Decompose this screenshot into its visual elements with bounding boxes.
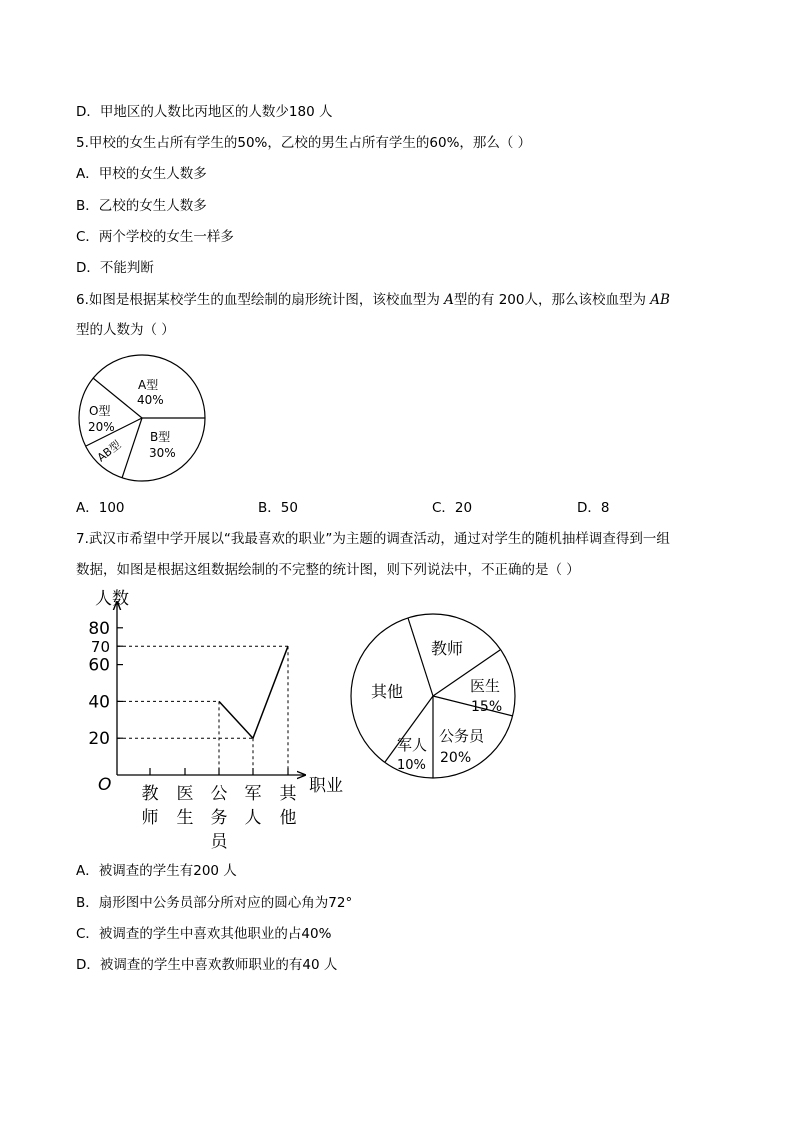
pie-label-civil-servant-pct: 20%	[440, 750, 472, 766]
line-chart-origin: O	[98, 775, 112, 795]
q4-option-d: D．甲地区的人数比丙地区的人数少180 人	[76, 104, 333, 120]
career-pie-divider-1	[408, 618, 433, 696]
x-tick-label-0: 教师	[141, 784, 159, 828]
blood-label-b-name: B型	[150, 430, 171, 444]
q7-option-a: A．被调查的学生有200 人	[76, 863, 237, 879]
pie-label-soldier-pct: 10%	[397, 758, 426, 773]
q5-stem: 5.甲校的女生占所有学生的50%，乙校的男生占所有学生的60%，那么（ ）	[76, 135, 532, 151]
blood-type-pie-chart	[70, 350, 220, 485]
q6-option-d: D．8	[577, 500, 610, 516]
line-chart-y-label: 人数	[95, 589, 129, 609]
blood-label-a-name: A型	[138, 378, 159, 392]
q6-option-a: A．100	[76, 500, 125, 516]
y-tick-label-40: 40	[88, 692, 110, 713]
q7-option-b: B．扇形图中公务员部分所对应的圆心角为72°	[76, 895, 353, 911]
y-tick-label-20: 20	[88, 729, 110, 750]
y-tick-label-70: 70	[90, 638, 110, 657]
q6-stem-b: 型的有 200人，那么该校血型为	[453, 292, 651, 308]
q7-option-d: D．被调查的学生中喜欢教师职业的有40 人	[76, 957, 338, 973]
q6-stem-line1	[76, 291, 670, 309]
pie-label-doctor: 医生	[470, 677, 501, 695]
q5-option-c: C．两个学校的女生一样多	[76, 229, 234, 245]
line-chart-x-label: 职业	[309, 776, 343, 796]
blood-label-o-name: O型	[89, 404, 111, 418]
q5-option-d: D．不能判断	[76, 260, 154, 276]
blood-label-o-pct: 20%	[88, 420, 115, 434]
y-tick-label-60: 60	[88, 655, 110, 676]
q6-option-c: C．20	[432, 500, 473, 516]
q6-option-b: B．50	[258, 500, 298, 516]
y-tick-label-80: 80	[88, 618, 110, 639]
pie-label-soldier: 军人	[397, 736, 428, 754]
blood-label-a-pct: 40%	[137, 393, 164, 407]
pie-label-doctor-pct: 15%	[471, 699, 503, 715]
x-tick-label-4: 其他	[279, 784, 297, 828]
x-tick-label-3: 军人	[244, 784, 262, 828]
q6-stem-line2: 型的人数为（ ）	[76, 322, 175, 338]
line-chart-series	[219, 646, 288, 738]
q7-option-c: C．被调查的学生中喜欢其他职业的占40%	[76, 926, 332, 942]
q5-option-a: A．甲校的女生人数多	[76, 166, 207, 182]
q6-var-ab: AB	[650, 292, 670, 308]
x-tick-label-2: 公务员	[210, 784, 228, 852]
pie-label-teacher: 教师	[431, 639, 464, 658]
pie-label-civil-servant: 公务员	[439, 727, 485, 745]
blood-label-ab-name: AB型	[94, 438, 124, 465]
q6-var-a: A	[444, 292, 454, 308]
career-pie-chart	[340, 605, 525, 785]
q7-stem-line1: 7.武汉市希望中学开展以“我最喜欢的职业”为主题的调查活动，通过对学生的随机抽样调查得到一组	[76, 531, 670, 547]
q5-option-b: B．乙校的女生人数多	[76, 198, 207, 214]
q6-stem-a: 6.如图是根据某校学生的血型绘制的扇形统计图，该校血型为	[76, 292, 445, 308]
pie-label-other: 其他	[371, 682, 404, 701]
career-line-chart	[80, 580, 355, 855]
x-tick-label-1: 医生	[176, 784, 194, 828]
blood-label-b-pct: 30%	[149, 446, 176, 460]
q7-stem-line2: 数据，如图是根据这组数据绘制的不完整的统计图，则下列说法中，不正确的是（ ）	[76, 562, 580, 578]
